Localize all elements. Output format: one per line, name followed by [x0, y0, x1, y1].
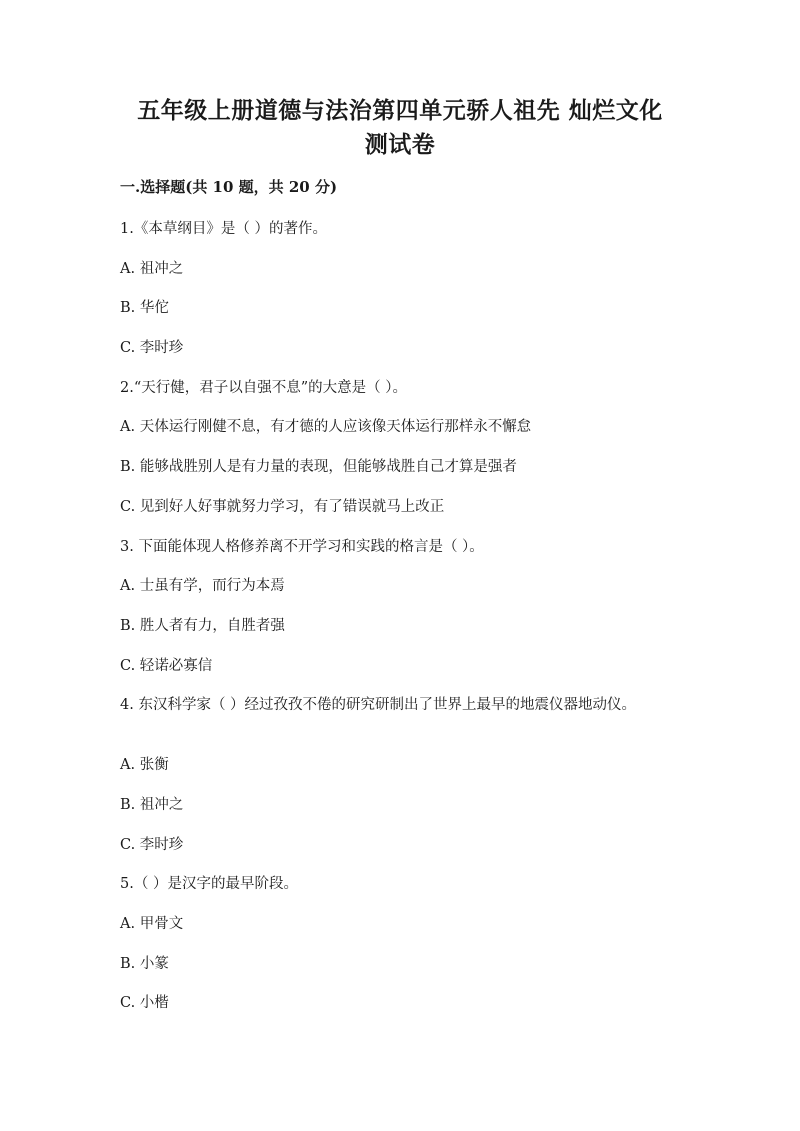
question-option: B. 能够战胜别人是有力量的表现，但能够战胜自己才算是强者 — [120, 459, 517, 475]
question-stem: 3. 下面能体现人格修养离不开学习和实践的格言是（ ）。 — [120, 539, 484, 555]
question-option: C. 李时珍 — [120, 340, 184, 356]
question-option: B. 祖冲之 — [120, 797, 184, 813]
question-option: C. 小楷 — [120, 995, 169, 1011]
question-option: C. 轻诺必寡信 — [120, 658, 213, 674]
section-heading: 一.选择题(共 10 题，共 20 分) — [120, 178, 338, 196]
question-option: B. 华佗 — [120, 300, 169, 316]
page-title-continued: 测试卷 — [364, 131, 436, 158]
question-stem: 5.（ ）是汉字的最早阶段。 — [120, 876, 298, 892]
page-title: 五年级上册道德与法治第四单元骄人祖先 灿烂文化 — [137, 97, 663, 124]
question-option: B. 小篆 — [120, 956, 169, 972]
question-stem: 1.《本草纲目》是（ ）的著作。 — [120, 221, 327, 237]
question-option: A. 天体运行刚健不息，有才德的人应该像天体运行那样永不懈怠 — [120, 419, 532, 435]
question-option: A. 祖冲之 — [120, 261, 184, 277]
question-stem: 4. 东汉科学家（ ）经过孜孜不倦的研究研制出了世界上最早的地震仪器地动仪。 — [120, 697, 637, 713]
question-option: C. 李时珍 — [120, 837, 184, 853]
question-option: B. 胜人者有力，自胜者强 — [120, 618, 285, 634]
question-stem: 2.“天行健，君子以自强不息”的大意是（ ）。 — [120, 380, 408, 396]
question-option: A. 张衡 — [120, 757, 169, 773]
question-option: A. 士虽有学，而行为本焉 — [120, 578, 285, 594]
question-option: A. 甲骨文 — [120, 916, 184, 932]
question-option: C. 见到好人好事就努力学习，有了错误就马上改正 — [120, 499, 445, 515]
